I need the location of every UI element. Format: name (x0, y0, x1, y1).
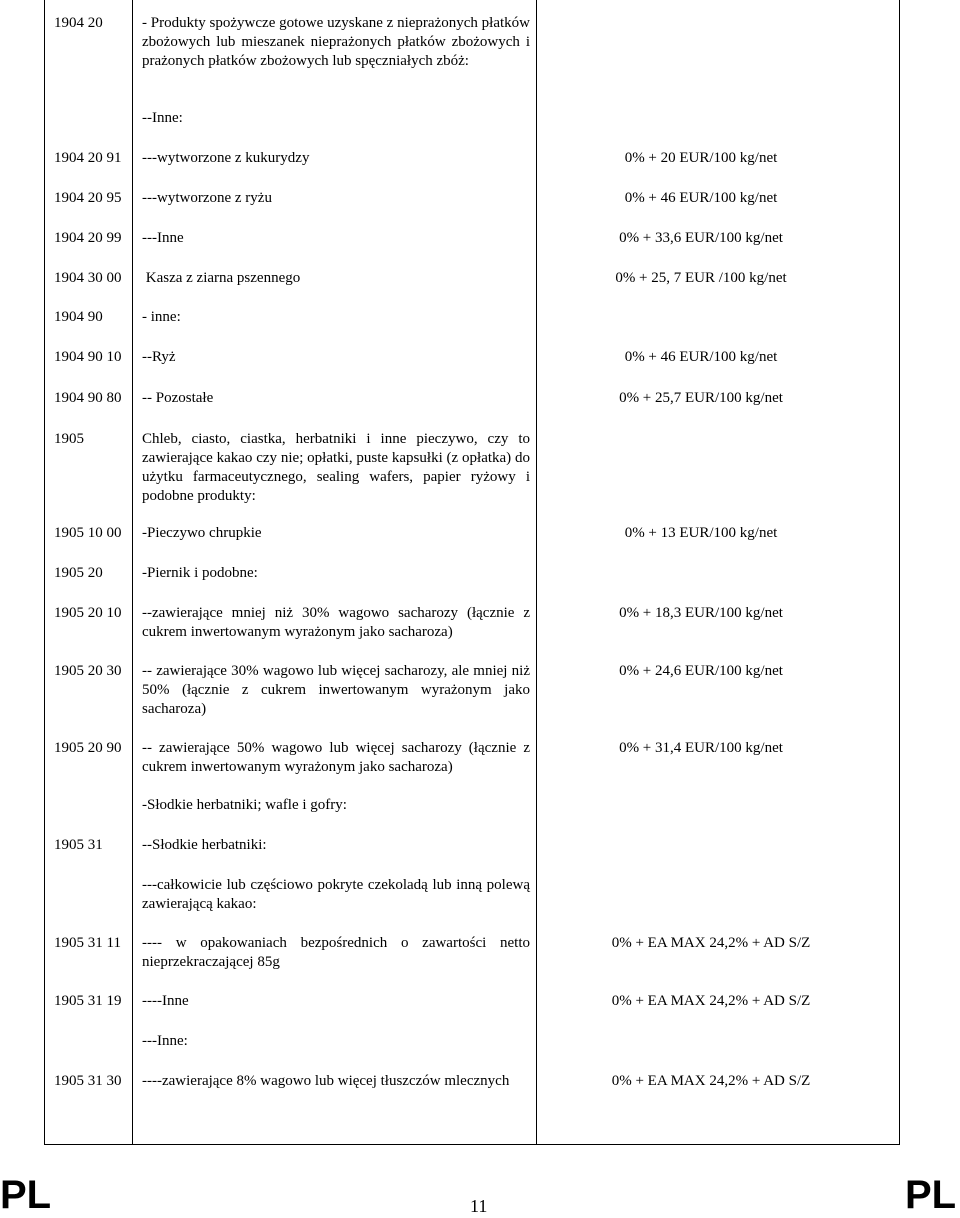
cn-code: 1905 10 00 (54, 525, 122, 541)
duty-rate: 0% + EA MAX 24,2% + AD S/Z (611, 993, 811, 1009)
footer-language-mark-right: PL (905, 1173, 957, 1217)
cn-code: 1904 90 10 (54, 349, 122, 365)
description: ---wytworzone z kukurydzy (142, 150, 310, 166)
description: ---wytworzone z ryżu (142, 190, 272, 206)
description: --Słodkie herbatniki: (142, 837, 267, 853)
cn-code: 1905 20 30 (54, 663, 122, 679)
cn-code: 1904 90 80 (54, 390, 122, 406)
duty-rate: 0% + 20 EUR/100 kg/net (624, 150, 778, 166)
cn-code: 1905 20 90 (54, 740, 122, 756)
duty-rate: 0% + 25,7 EUR/100 kg/net (619, 390, 783, 406)
cn-code: 1904 20 (54, 15, 103, 31)
footer-language-mark-left: PL (0, 1173, 52, 1217)
cn-code: 1904 20 95 (54, 190, 122, 206)
cn-code: 1905 20 (54, 565, 103, 581)
description: - inne: (142, 309, 181, 325)
cn-code: 1905 31 (54, 837, 103, 853)
description: --Ryż (142, 349, 176, 365)
cn-code: 1904 20 99 (54, 230, 122, 246)
description: Chleb, ciasto, ciastka, herbatniki i inne pieczywo, czy to zawierające kakao czy nie; opłatki, puste kapsułki (z opłatka) do użytku farmaceutycznego, sealing wafers, papier ryżowy i podobne produkty: (142, 431, 530, 504)
description: -Słodkie herbatniki; wafle i gofry: (142, 797, 347, 813)
duty-rate: 0% + EA MAX 24,2% + AD S/Z (611, 935, 811, 951)
cn-code: 1904 90 (54, 309, 103, 325)
duty-rate: 0% + 33,6 EUR/100 kg/net (619, 230, 783, 246)
cn-code: 1904 30 00 (54, 270, 122, 286)
cn-code: 1905 (54, 431, 84, 447)
duty-rate: 0% + 24,6 EUR/100 kg/net (619, 663, 783, 679)
description: ---całkowicie lub częściowo pokryte czekoladą lub inną polewą zawierającą kakao: (142, 877, 530, 912)
description: -- zawierające 30% wagowo lub więcej sacharozy, ale mniej niż 50% (łącznie z cukrem inwertowanym wyrażonym jako sacharoza) (142, 663, 530, 717)
description: ---- w opakowaniach bezpośrednich o zawartości netto nieprzekraczającej 85g (142, 935, 530, 970)
description: -- zawierające 50% wagowo lub więcej sacharozy (łącznie z cukrem inwertowanym wyrażonym jako sacharoza) (142, 740, 530, 775)
duty-rate: 0% + 46 EUR/100 kg/net (624, 349, 778, 365)
cn-code: 1905 31 30 (54, 1073, 122, 1089)
description: ----zawierające 8% wagowo lub więcej tłuszczów mlecznych (142, 1073, 510, 1089)
cn-code: 1905 20 10 (54, 605, 122, 621)
duty-rate: 0% + EA MAX 24,2% + AD S/Z (611, 1073, 811, 1089)
description: - Produkty spożywcze gotowe uzyskane z nieprażonych płatków zbożowych lub mieszanek nieprażonych płatków zbożowych i prażonych płatków zbożowych lub spęczniałych zbóż: (142, 15, 530, 69)
duty-rate: 0% + 31,4 EUR/100 kg/net (619, 740, 783, 756)
description: ----Inne (142, 993, 189, 1009)
description: --Inne: (142, 110, 183, 126)
duty-rate: 0% + 18,3 EUR/100 kg/net (619, 605, 783, 621)
column-divider-code (132, 0, 133, 1144)
description: ---Inne: (142, 1033, 188, 1049)
description: -Pieczywo chrupkie (142, 525, 262, 541)
page-number: 11 (470, 1196, 488, 1216)
description: -Piernik i podobne: (142, 565, 258, 581)
description: --zawierające mniej niż 30% wagowo sacharozy (łącznie z cukrem inwertowanym wyrażonym jako sacharoza) (142, 605, 530, 640)
description: Kasza z ziarna pszennego (142, 270, 301, 286)
cn-code: 1904 20 91 (54, 150, 122, 166)
cn-code: 1905 31 19 (54, 993, 122, 1009)
description: ---Inne (142, 230, 184, 246)
duty-rate: 0% + 13 EUR/100 kg/net (624, 525, 778, 541)
description: -- Pozostałe (142, 390, 214, 406)
duty-rate: 0% + 46 EUR/100 kg/net (624, 190, 778, 206)
duty-rate: 0% + 25, 7 EUR /100 kg/net (615, 270, 787, 286)
column-divider-desc (536, 0, 537, 1144)
cn-code: 1905 31 11 (54, 935, 121, 951)
